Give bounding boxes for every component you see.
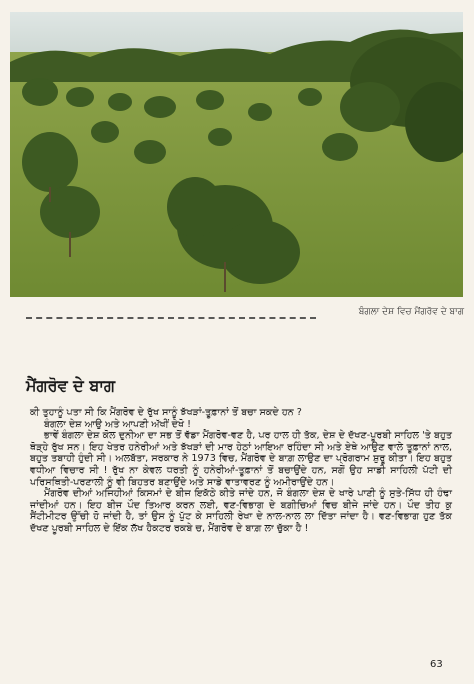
article-body	[30, 407, 452, 535]
orchard-photo-illustration	[10, 12, 463, 297]
paragraph: ਕੀ ਤੁਹਾਨੂੰ ਪਤਾ ਸੀ ਕਿ ਮੈਂਗਰੋਵ ਦੇ ਰੁੱਖ ਸਾਨੂੰ ਝੱਖੜਾਂ-ਤੂਫ਼ਾਨਾਂ ਤੋਂ ਬਚਾ ਸਕਦੇ ਹਨ ?	[30, 407, 302, 418]
orchard-photo	[10, 12, 463, 297]
paragraph: ਭਾਵੇਂ ਬੰਗਲਾ ਦੇਸ਼ ਕੋਲ ਦੁਨੀਆ ਦਾ ਸਭ ਤੋਂ ਵੱਡਾ ਮੈਂਗਰੋਵ-ਵਣ ਹੈ, ਪਰ ਹਾਲ ਹੀ ਤੱਕ, ਦੇਸ਼ ਦੇ ਦੱਖਣ-ਪੂਰਬੀ ਸਾਹਿਲ 'ਤੇ ਬਹੁਤ ਥੋੜ੍ਹੇ ਰੁੱਖ ਸਨ। ਇਹ ਖੇਤਰ ਹਨੇਰੀਆਂ ਅਤੇ ਝੱਖੜਾਂ ਦੀ ਮਾਰ ਹੇਠਾਂ ਆਇਆ ਰਹਿੰਦਾ ਸੀ ਅਤੇ ਏਥੇ ਆਉਣ ਵਾਲੇ ਤੂਫ਼ਾਨਾਂ ਨਾਲ, ਬਹੁਤ ਤਬਾਹੀ ਹੁੰਦੀ ਸੀ। ਅਲਬੱਤਾ, ਸਰਕਾਰ ਨੇ 1973 ਵਿਚ, ਮੈਂਗਰੋਵ ਦੇ ਬਾਗ਼ ਲਾਉਣ ਦਾ ਪ੍ਰੋਗਰਾਮ ਸ਼ੁਰੂ ਕੀਤਾ। ਇਹ ਬਹੁਤ ਵਧੀਆ ਵਿਚਾਰ ਸੀ ! ਰੁੱਖ ਨਾ ਕੇਵਲ ਧਰਤੀ ਨੂੰ ਹਨੇਰੀਆਂ-ਤੂਫ਼ਾਨਾਂ ਤੋਂ ਬਚਾਉਂਦੇ ਹਨ, ਸਗੋਂ ਉਹ ਸਾਡੀ ਸਾਹਿਲੀ ਪੱਟੀ ਦੀ ਪਰਿਸਥਿਤੀ-ਪਰਣਾਲੀ ਨੂੰ ਵੀ ਬਿਹਤਰ ਬਣਾਉਂਦੇ ਅਤੇ ਸਾਡੇ ਵਾਤਾਵਰਣ ਨੂੰ ਅਮੀਰਾਉਂਦੇ ਹਨ।	[30, 430, 452, 488]
section-heading: ਮੈਂਗਰੋਵ ਦੇ ਬਾਗ	[26, 376, 116, 395]
paragraph: ਮੈਂਗਰੋਵ ਦੀਆਂ ਅਜਿਹੀਆਂ ਕਿਸਮਾਂ ਦੇ ਬੀਜ ਇਕੱਠੇ ਕੀਤੇ ਜਾਂਦੇ ਹਨ, ਜੋ ਬੰਗਲਾ ਦੇਸ਼ ਦੇ ਖਾਰੇ ਪਾਣੀ ਨੂੰ ਸੁਤੇ-ਸਿੱਧ ਹੀ ਹੰਢਾ ਜਾਂਦੀਆਂ ਹਨ। ਇਹ ਬੀਜ ਪੌਦ ਤਿਆਰ ਕਰਨ ਲਈ, ਵਣ-ਵਿਭਾਗ ਦੇ ਬਗ਼ੀਚਿਆਂ ਵਿਚ ਬੀਜੇ ਜਾਂਦੇ ਹਨ। ਪੌਦ ਤੀਹ ਕੁ ਸੈਂਟੀਮੀਟਰ ਉੱਚੀ ਹੋ ਜਾਂਦੀ ਹੈ, ਤਾਂ ਉਸ ਨੂੰ ਪੁੱਟ ਕੇ ਸਾਹਿਲੀ ਰੇਖਾ ਦੇ ਨਾਲ-ਨਾਲ ਲਾ ਦਿੱਤਾ ਜਾਂਦਾ ਹੈ। ਵਣ-ਵਿਭਾਗ ਹੁਣ ਤੱਕ ਦੱਖਣ ਪੂਰਬੀ ਸਾਹਿਲ ਦੇ ਇੱਕ ਲੱਖ ਹੈਕਟਰ ਰਕਬੇ ਚ, ਮੈਂਗਰੋਵ ਦੇ ਬਾਗ਼ ਲਾ ਚੁੱਕਾ ਹੈ !	[30, 488, 452, 534]
page-number: 63	[430, 659, 443, 670]
photo-caption: ਬੰਗਲਾ ਦੇਸ਼ ਵਿਚ ਮੈਂਗਰੋਵ ਦੇ ਬਾਗ	[358, 307, 464, 317]
caption-row	[26, 303, 466, 327]
paragraph: ਬੰਗਲਾ ਦੇਸ਼ ਆਉ ਅਤੇ ਆਪਣੀ ਅੱਖੀਂ ਦੇਖੋ !	[44, 418, 192, 430]
caption-divider	[26, 317, 316, 319]
